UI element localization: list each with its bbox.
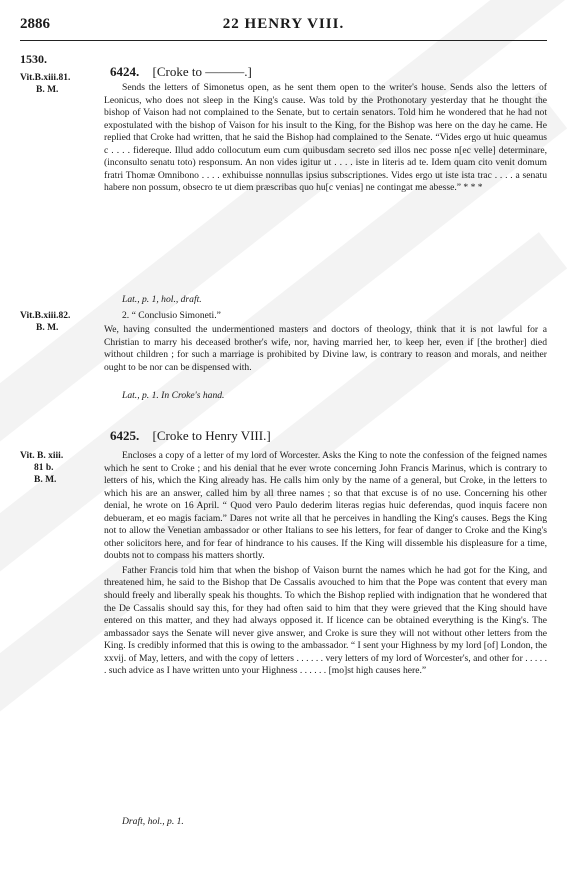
reference-line: Vit.B.xiii.81. bbox=[20, 73, 71, 83]
year-marker: 1530. bbox=[20, 52, 47, 66]
entry-6425-reference bbox=[20, 450, 94, 486]
reference-line: B. M. bbox=[36, 323, 59, 333]
entry-6424-heading bbox=[110, 64, 252, 79]
entry-title: [Croke to Henry VIII.] bbox=[152, 428, 271, 443]
entry-paragraph: Encloses a copy of a letter of my lord of Worcester. Asks the King to note the confession of the feigned names which he sent to Croke ; and his denial that he ever wrote concerning John Francis Marinus, which is contrary to letters of his, which the King already has. He calls him only by the name of a general, but Croke, in the letters to which his are an answer, called him by all three names ; so that that excuse is of no use. Concerning his other denial, he wrote on 16 April. “ Quod vero Paulo dederim literas regias huic deferendas, quod inquis facere non debueram, et eo magis faciam.” Dares not write all that he perceives in handling the King's causes. Begs the King not to allow the Venetian ambassador or other Italians to see his letters, for fear of danger to Croke and the King's other solicitors here, and for fear of hindrance to his causes. If the King will dissemble his displeasure for a time, doubts not to compass his matters shortly. bbox=[104, 450, 547, 562]
entry-title: [Croke to ———.] bbox=[152, 64, 252, 79]
entry-number: 6424. bbox=[110, 64, 140, 79]
entry-paragraph: We, having consulted the undermentioned masters and doctors of theology, think that it is not lawful for a Christian to marry his deceased brother's wife, nor, having married her, to keep her, even if [the brother] died without children ; for such a marriage is prohibited by Divine law, is contrary to reason and morals, and neither ought to be nor can be dispensed with. bbox=[104, 324, 547, 373]
entry-6424-2-subtitle: 2. “ Conclusio Simoneti.” bbox=[122, 310, 221, 321]
reference-line: B. M. bbox=[36, 85, 59, 95]
page-header bbox=[20, 10, 547, 41]
entry-6424-body bbox=[104, 82, 547, 195]
entry-6425-body bbox=[104, 450, 547, 678]
entry-number: 6425. bbox=[110, 428, 140, 443]
page-number: 2886 bbox=[20, 16, 50, 32]
entry-6424-2-reference bbox=[20, 310, 94, 334]
reference-line: B. M. bbox=[34, 475, 57, 485]
entry-6424-note: Lat., p. 1, hol., draft. bbox=[122, 294, 202, 305]
reference-line: Vit.B.xiii.82. bbox=[20, 311, 71, 321]
entry-6424-reference bbox=[20, 72, 94, 96]
entry-6424-2-body bbox=[104, 324, 547, 374]
entry-6425-heading bbox=[110, 428, 271, 443]
reference-line: Vit. B. xiii. bbox=[20, 451, 64, 461]
running-title: 22 HENRY VIII. bbox=[222, 16, 345, 32]
entry-paragraph: Sends the letters of Simonetus open, as he sent them open to the writer's house. Sends also the letters of Leonicus, who does not sleep in the King's cause. Was told by the Prothonotary yesterday that he thought the bishop of Vaison had not complained to the Senate, but to certain senators. Told him he wondered that he had not expostulated with the bishop of Vaison for his insult to the King, for the Bishop was here on the day he came. He replied that Croke had written, that he said the Bishop had complained to the Senate. “Vides ergo ut huic queamus c . . . . fidereque. Illud addo collocutum eum cum quibusdam secreto sed illos nec posse n[ec velle] determinare, (inconsulto senatu toto) responsum. An non vides igitur ut . . . . iste in literis ad te. Idem quam cito venit domum fratri Thomæ Omnibono . . . . exhibuisse nonnullas ipsius subscriptiones. Vides ergo ut iste ista trac . . . . a senatu habere non possum, obsecro te ut diem præscribas quo hu[c venias] ne contingat me abesse.” * * * bbox=[104, 82, 547, 194]
entry-6424-2-note: Lat., p. 1. In Croke's hand. bbox=[122, 390, 225, 401]
entry-6425-note: Draft, hol., p. 1. bbox=[122, 816, 184, 827]
reference-line: 81 b. bbox=[34, 463, 54, 473]
entry-paragraph: Father Francis told him that when the bishop of Vaison burnt the names which he had got for the King, and threatened him, he said to the Bishop that De Cassalis avouched to him that the Pope was content that every man should freely and liberally speak his thoughts. To which the Bishop replied with indignation that he wondered that the De Cassalis should say this, for they had often said to him that they were grieved that the King should have entered on this matter, and they had always opposed it. If licence can be obtained everything is the King's. The ambassador says the Senate will never give answer, and Croke is sure they will not without other letters from the King. Is credibly informed that this is owing to the ambassador. “ I sent your Highness by my lord [of] London, the xxvij. of May, letters, and with the copy of letters . . . . . . very letters of my lord of Worcester's, and other for . . . . . . such advice as I have written unto your Highness . . . . . . [mo]st high causes here.” bbox=[104, 564, 547, 677]
